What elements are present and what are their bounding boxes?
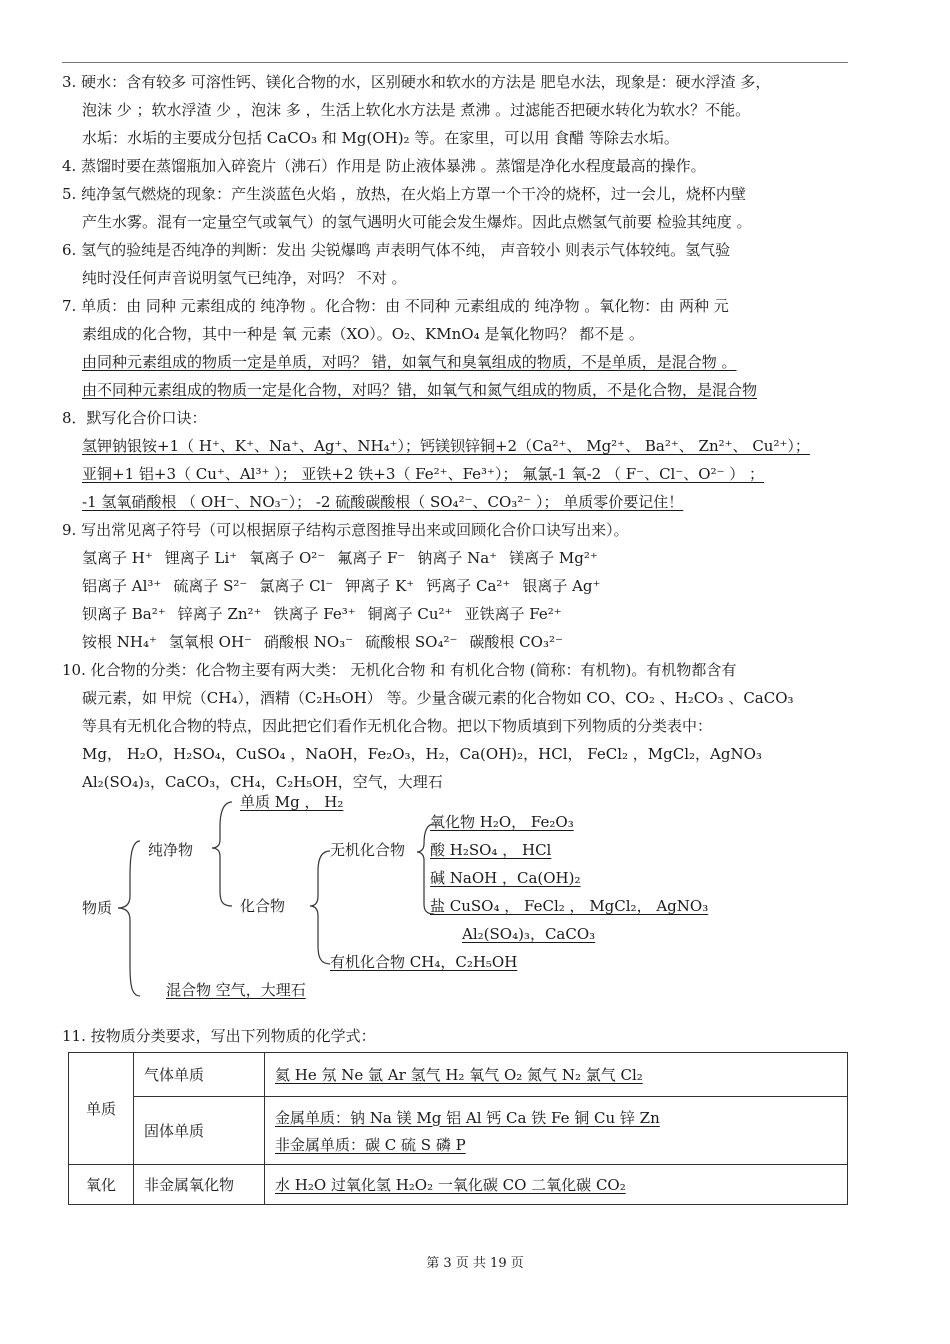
ion-item: 银离子 Ag⁺ bbox=[522, 577, 601, 595]
q3-line1: 3. 硬水：含有较多 可溶性钙、镁化合物的水，区别硬水和软水的方法是 肥皂水法，现象是：硬水浮渣 多， bbox=[62, 73, 771, 91]
cell-solid-answers bbox=[265, 1097, 848, 1165]
q10-line2: 碳元素，如 甲烷（CH₄），酒精（C₂H₅OH） 等。少量含碳元素的化合物如 CO、CO₂ 、H₂CO₃ 、CaCO₃ bbox=[82, 689, 794, 707]
cell-gas-label: 气体单质 bbox=[134, 1053, 265, 1097]
node-suan: 酸 H₂SO₄ ， HCl bbox=[430, 841, 552, 859]
node-huahewu: 化合物 bbox=[240, 897, 286, 915]
node-danzhi: 单质 Mg ， H₂ bbox=[240, 793, 344, 811]
ion-item: 氯离子 Cl⁻ bbox=[259, 577, 334, 595]
header-rule bbox=[62, 62, 848, 63]
node-yanghuawu: 氧化物 H₂O， Fe₂O₃ bbox=[430, 813, 574, 831]
q6-line1: 6. 氢气的验纯是否纯净的判断：发出 尖锐爆鸣 声表明气体不纯， 声音较小 则表示气体较纯。氢气验 bbox=[62, 241, 731, 259]
cell-oxide-answers: 水 H₂O 过氧化氢 H₂O₂ 一氧化碳 CO 二氧化碳 CO₂ bbox=[265, 1165, 848, 1205]
classification-tree bbox=[62, 793, 852, 1014]
ion-item: 钠离子 Na⁺ bbox=[417, 549, 498, 567]
q10-line1: 10. 化合物的分类：化合物主要有两大类： 无机化合物 和 有机化合物 (简称：有机物)。有机物都含有 bbox=[62, 661, 737, 679]
q7-line2: 素组成的化合物，其中一种是 氧 元素（XO）。O₂、KMnO₄ 是氧化物吗？ 都不是 。 bbox=[82, 325, 644, 343]
cell-solid-label: 固体单质 bbox=[134, 1097, 265, 1165]
q11-title: 11. 按物质分类要求，写出下列物质的化学式： bbox=[62, 1027, 376, 1045]
q9-title: 9. 写出常见离子符号（可以根据原子结构示意图推导出来或回顾化合价口诀写出来）。 bbox=[62, 521, 629, 539]
node-jian: 碱 NaOH ，Ca(OH)₂ bbox=[430, 869, 581, 887]
ion-item: 锂离子 Li⁺ bbox=[164, 549, 238, 567]
ion-item: 铵根 NH₄⁺ bbox=[82, 633, 157, 651]
node-yan2: Al₂(SO₄)₃，CaCO₃ bbox=[462, 925, 596, 943]
q11-table bbox=[68, 1052, 848, 1205]
ion-item: 氧离子 O²⁻ bbox=[249, 549, 326, 567]
node-youji: 有机化合物 CH₄，C₂H₅OH bbox=[330, 953, 518, 971]
ion-item: 钙离子 Ca²⁺ bbox=[426, 577, 511, 595]
q7-line4: 由不同种元素组成的物质一定是化合物，对吗？错，如氧气和氮气组成的物质，不是化合物，是混合物 bbox=[82, 381, 758, 399]
ion-row-4 bbox=[62, 628, 852, 656]
ion-row-1 bbox=[62, 544, 852, 572]
q10-line3: 等具有无机化合物的特点，因此把它们看作无机化合物。把以下物质填到下列物质的分类表中： bbox=[82, 717, 713, 735]
q8-line3: -1 氢氧硝酸根 （ OH⁻、NO₃⁻）； -2 硫酸碳酸根（ SO₄²⁻、CO₃²⁻ ）； 单质零价要记住！ bbox=[82, 493, 684, 511]
node-chunjingwu: 纯净物 bbox=[148, 841, 194, 859]
ion-item: 硫离子 S²⁻ bbox=[173, 577, 248, 595]
nonmetal-elements: 非金属单质：碳 C 硫 S 磷 P bbox=[275, 1135, 466, 1154]
q5-line1: 5. 纯净氢气燃烧的现象：产生淡蓝色火焰 ，放热，在火焰上方罩一个干冷的烧杯，过一会儿，烧杯内壁 bbox=[62, 185, 746, 203]
cell-gas-answers: 氦 He 氖 Ne 氩 Ar 氢气 H₂ 氧气 O₂ 氮气 N₂ 氯气 Cl₂ bbox=[265, 1053, 848, 1097]
node-hunhewu: 混合物 空气，大理石 bbox=[166, 981, 306, 999]
q4-line: 4. 蒸馏时要在蒸馏瓶加入碎瓷片（沸石）作用是 防止液体暴沸 。蒸馏是净化水程度最高的操作。 bbox=[62, 157, 706, 175]
metal-elements: 金属单质：钠 Na 镁 Mg 铝 Al 钙 Ca 铁 Fe 铜 Cu 锌 Zn bbox=[275, 1108, 660, 1127]
ion-item: 亚铁离子 Fe²⁺ bbox=[464, 605, 562, 623]
ion-item: 铜离子 Cu²⁺ bbox=[367, 605, 453, 623]
page-content bbox=[62, 68, 852, 1014]
node-wuji: 无机化合物 bbox=[330, 841, 406, 859]
ion-item: 氢氧根 OH⁻ bbox=[168, 633, 252, 651]
q7-line1: 7. 单质：由 同种 元素组成的 纯净物 。化合物：由 不同种 元素组成的 纯净物 。氧化物：由 两种 元 bbox=[62, 297, 729, 315]
ion-item: 铝离子 Al³⁺ bbox=[82, 577, 162, 595]
q10-line5: Al₂(SO₄)₃，CaCO₃，CH₄，C₂H₅OH，空气，大理石 bbox=[82, 773, 443, 791]
cell-danzhi: 单质 bbox=[69, 1053, 134, 1165]
ion-row-2 bbox=[62, 572, 852, 600]
ion-item: 硝酸根 NO₃⁻ bbox=[263, 633, 354, 651]
cell-oxide: 氧化 bbox=[69, 1165, 134, 1205]
q5-line2: 产生水雾。混有一定量空气或氧气）的氢气遇明火可能会发生爆炸。因此点燃氢气前要 检验其纯度 。 bbox=[82, 213, 752, 231]
q3-line3: 水垢：水垢的主要成分包括 CaCO₃ 和 Mg(OH)₂ 等。在家里，可以用 食醋 等除去水垢。 bbox=[82, 129, 679, 147]
ion-item: 钡离子 Ba²⁺ bbox=[82, 605, 166, 623]
node-yan: 盐 CuSO₄ ， FeCl₂ ， MgCl₂， AgNO₃ bbox=[430, 897, 709, 915]
ion-row-3 bbox=[62, 600, 852, 628]
node-wuzhi: 物质 bbox=[82, 899, 113, 917]
q8-title: 8．默写化合价口诀： bbox=[62, 409, 207, 427]
q3-line2: 泡沫 少 ；软水浮渣 少 ，泡沫 多 ，生活上软化水方法是 煮沸 。过滤能否把硬水转化为软水？不能。 bbox=[82, 101, 751, 119]
page-number: 第 3 页 共 19 页 bbox=[426, 1256, 524, 1271]
ion-item: 镁离子 Mg²⁺ bbox=[509, 549, 598, 567]
ion-item: 氢离子 H⁺ bbox=[82, 549, 153, 567]
q6-line2: 纯时没任何声音说明氢气已纯净，对吗？ 不对 。 bbox=[82, 269, 407, 287]
ion-item: 碳酸根 CO₃²⁻ bbox=[469, 633, 563, 651]
q8-line2: 亚铜+1 铝+3（ Cu⁺、Al³⁺ ）； 亚铁+2 铁+3（ Fe²⁺、Fe³⁺）； 氟氯-1 氧-2 （ F⁻、Cl⁻、O²⁻ ） ； bbox=[82, 465, 765, 483]
ion-item: 铁离子 Fe³⁺ bbox=[273, 605, 356, 623]
q8-line1: 氢钾钠银铵+1（ H⁺、K⁺、Na⁺、Ag⁺、NH₄⁺）；钙镁钡锌铜+2（Ca²⁺、 Mg²⁺、 Ba²⁺、 Zn²⁺、 Cu²⁺）； bbox=[82, 437, 810, 455]
cell-nonmetal-oxide-label: 非金属氧化物 bbox=[134, 1165, 265, 1205]
ion-item: 氟离子 F⁻ bbox=[337, 549, 406, 567]
q7-line3: 由同种元素组成的物质一定是单质，对吗？ 错，如氧气和臭氧组成的物质，不是单质，是混合物 。 bbox=[82, 353, 737, 371]
ion-item: 硫酸根 SO₄²⁻ bbox=[365, 633, 458, 651]
ion-item: 锌离子 Zn²⁺ bbox=[177, 605, 262, 623]
ion-item: 钾离子 K⁺ bbox=[345, 577, 415, 595]
q10-line4: Mg， H₂O，H₂SO₄，CuSO₄ ，NaOH，Fe₂O₃，H₂，Ca(OH)₂，HCl， FeCl₂ ，MgCl₂，AgNO₃ bbox=[82, 745, 762, 763]
